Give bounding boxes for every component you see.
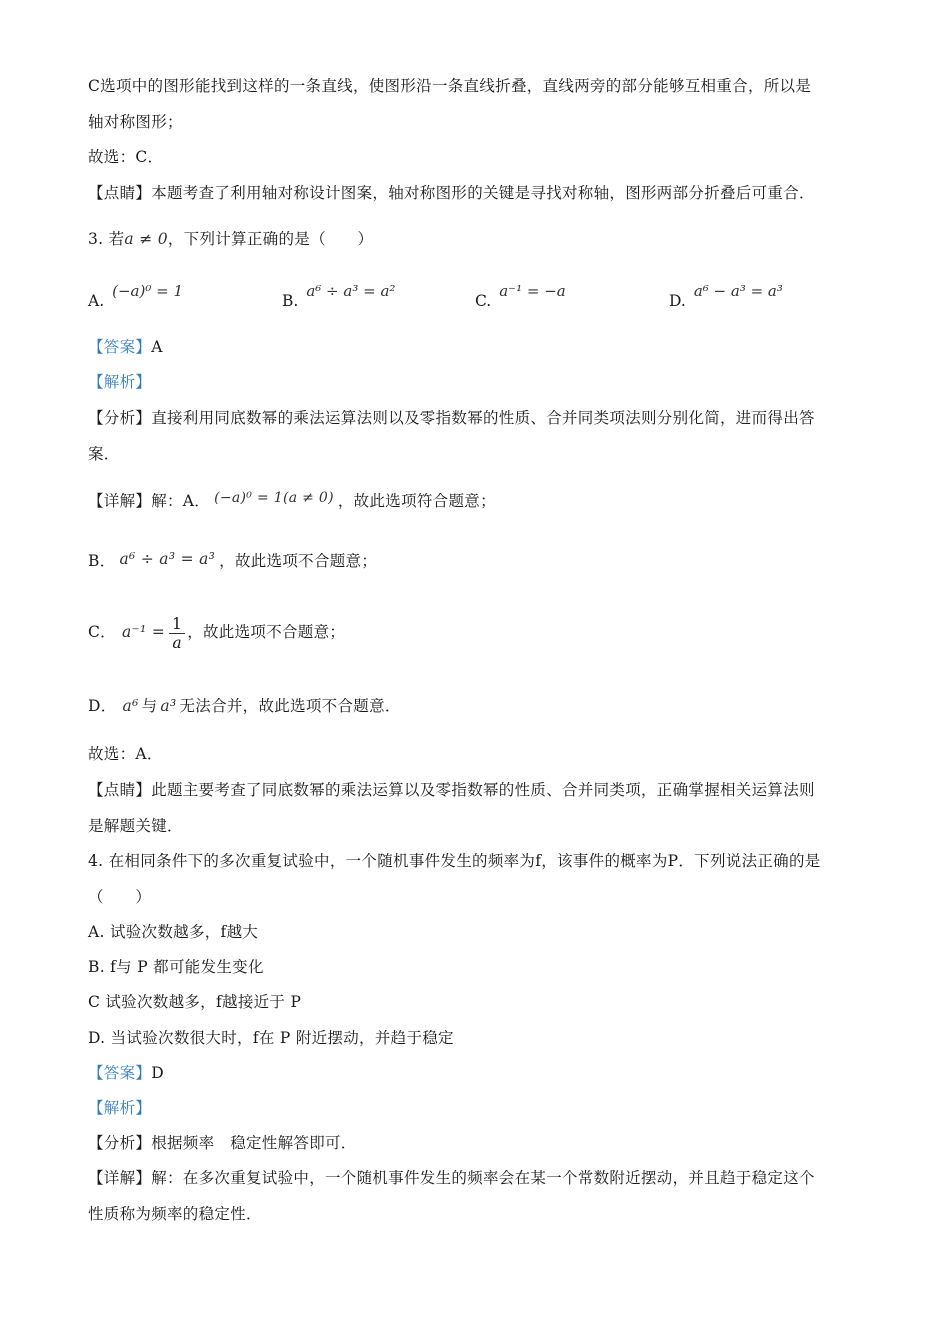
detail-suffix: ，故此选项符合题意； — [337, 492, 496, 510]
q4-detail-line-1 — [88, 1167, 815, 1189]
fenxi-tag: 【分析】 — [88, 1134, 152, 1152]
option-expr: a⁻¹ = −a — [499, 282, 566, 300]
detail-prefix: D． — [88, 697, 117, 715]
q3-option-c — [475, 282, 566, 312]
q3-prefix: 3. 若 — [88, 230, 125, 248]
q3-detail-b — [88, 550, 377, 572]
q3-tip-line-2: 是解题关键． — [88, 817, 183, 835]
detail-expr: a⁻¹ = — [121, 623, 166, 641]
intro-choice: 故选：C． — [88, 148, 164, 166]
detail-expr: a⁶ ÷ a³ = a³ — [119, 550, 216, 568]
detail-prefix: C． — [88, 623, 116, 641]
detail-expr: (−a)⁰ = 1(a ≠ 0) — [214, 490, 334, 506]
q4-option-d: D. 当试验次数很大时，f在 P 附近摆动，并趋于稳定 — [88, 1029, 454, 1047]
q4-analysis-tag: 【解析】 — [88, 1099, 152, 1117]
q3-answer — [88, 336, 163, 358]
detail-suffix: 无法合并，故此选项不合题意． — [179, 697, 401, 715]
q3-detail-d — [88, 695, 401, 717]
detail-expr: a³ — [160, 697, 177, 715]
option-label: D. — [669, 292, 686, 310]
option-expr: a⁶ ÷ a³ = a² — [306, 282, 396, 300]
fraction — [169, 615, 185, 652]
detail-suffix: ，故此选项不合题意； — [219, 552, 378, 570]
detail-tag: 【详解】 — [88, 492, 152, 510]
intro-line-2: 轴对称图形； — [88, 113, 183, 131]
option-label: A. — [88, 292, 105, 310]
q4-answer — [88, 1062, 164, 1084]
q3-detail-a — [88, 490, 496, 513]
q3-option-d — [669, 282, 783, 312]
q3-analysis-tag: 【解析】 — [88, 373, 152, 391]
q4-stem-line-2: （ ） — [88, 888, 152, 906]
q3-condition: a ≠ 0 — [124, 230, 168, 248]
q3-fenxi-line-1 — [88, 407, 815, 429]
tip-tag: 【点睛】 — [88, 781, 152, 799]
detail-prefix: B． — [88, 552, 116, 570]
q3-detail-c — [88, 612, 345, 652]
option-label: C. — [475, 292, 492, 310]
answer-tag: 【答案】 — [88, 338, 152, 356]
intro-tip — [88, 182, 815, 204]
q4-option-c: C 试验次数越多，f越接近于 P — [88, 993, 302, 1011]
q3-option-a — [88, 282, 184, 312]
q3-option-b — [282, 282, 396, 312]
q3-tip-line-1 — [88, 779, 815, 801]
q3-choice: 故选：A． — [88, 745, 163, 763]
q3-stem — [88, 228, 373, 250]
detail-tag: 【详解】 — [88, 1169, 152, 1187]
q3-fenxi-line-2: 案． — [88, 445, 120, 463]
intro-line-1: C选项中的图形能找到这样的一条直线，使图形沿一条直线折叠，直线两旁的部分能够互相重合，所以是 — [88, 77, 812, 95]
tip-text: 此题主要考查了同底数幂的乘法运算以及零指数幂的性质、合并同类项，正确掌握相关运算法则 — [151, 781, 815, 799]
q4-detail-line-2: 性质称为频率的稳定性． — [88, 1205, 262, 1223]
q4-stem-line-1: 4. 在相同条件下的多次重复试验中，一个随机事件发生的频率为f，该事件的概率为P．下列说法正确的是 — [88, 852, 821, 870]
answer-value: D — [151, 1064, 164, 1082]
detail-mid: 与 — [141, 697, 158, 715]
detail-expr: a⁶ — [122, 697, 139, 715]
q3-suffix: ，下列计算正确的是（ ） — [167, 230, 374, 248]
q4-fenxi — [88, 1132, 357, 1154]
option-expr: a⁶ − a³ = a³ — [693, 282, 783, 300]
detail-suffix: ，故此选项不合题意； — [187, 623, 346, 641]
fenxi-text: 直接利用同底数幂的乘法运算法则以及零指数幂的性质、合并同类项法则分别化简，进而得出答 — [151, 409, 815, 427]
detail-text: 解：在多次重复试验中，一个随机事件发生的频率会在某一个常数附近摆动，并且趋于稳定这个 — [151, 1169, 815, 1187]
fraction-denominator: a — [172, 633, 182, 652]
answer-tag: 【答案】 — [88, 1064, 152, 1082]
q4-option-b: B. f与 P 都可能发生变化 — [88, 958, 264, 976]
detail-prefix: 解：A． — [151, 492, 211, 510]
tip-tag: 【点睛】 — [88, 184, 152, 202]
fenxi-tag: 【分析】 — [88, 409, 152, 427]
tip-text: 本题考查了利用轴对称设计图案，轴对称图形的关键是寻找对称轴，图形两部分折叠后可重合． — [151, 184, 815, 202]
fenxi-text: 根据频率 稳定性解答即可． — [151, 1134, 357, 1152]
answer-value: A — [151, 338, 163, 356]
option-expr: (−a)⁰ = 1 — [112, 282, 184, 300]
option-label: B. — [282, 292, 299, 310]
q4-option-a: A. 试验次数越多，f越大 — [88, 923, 259, 941]
fraction-numerator: 1 — [169, 615, 185, 634]
